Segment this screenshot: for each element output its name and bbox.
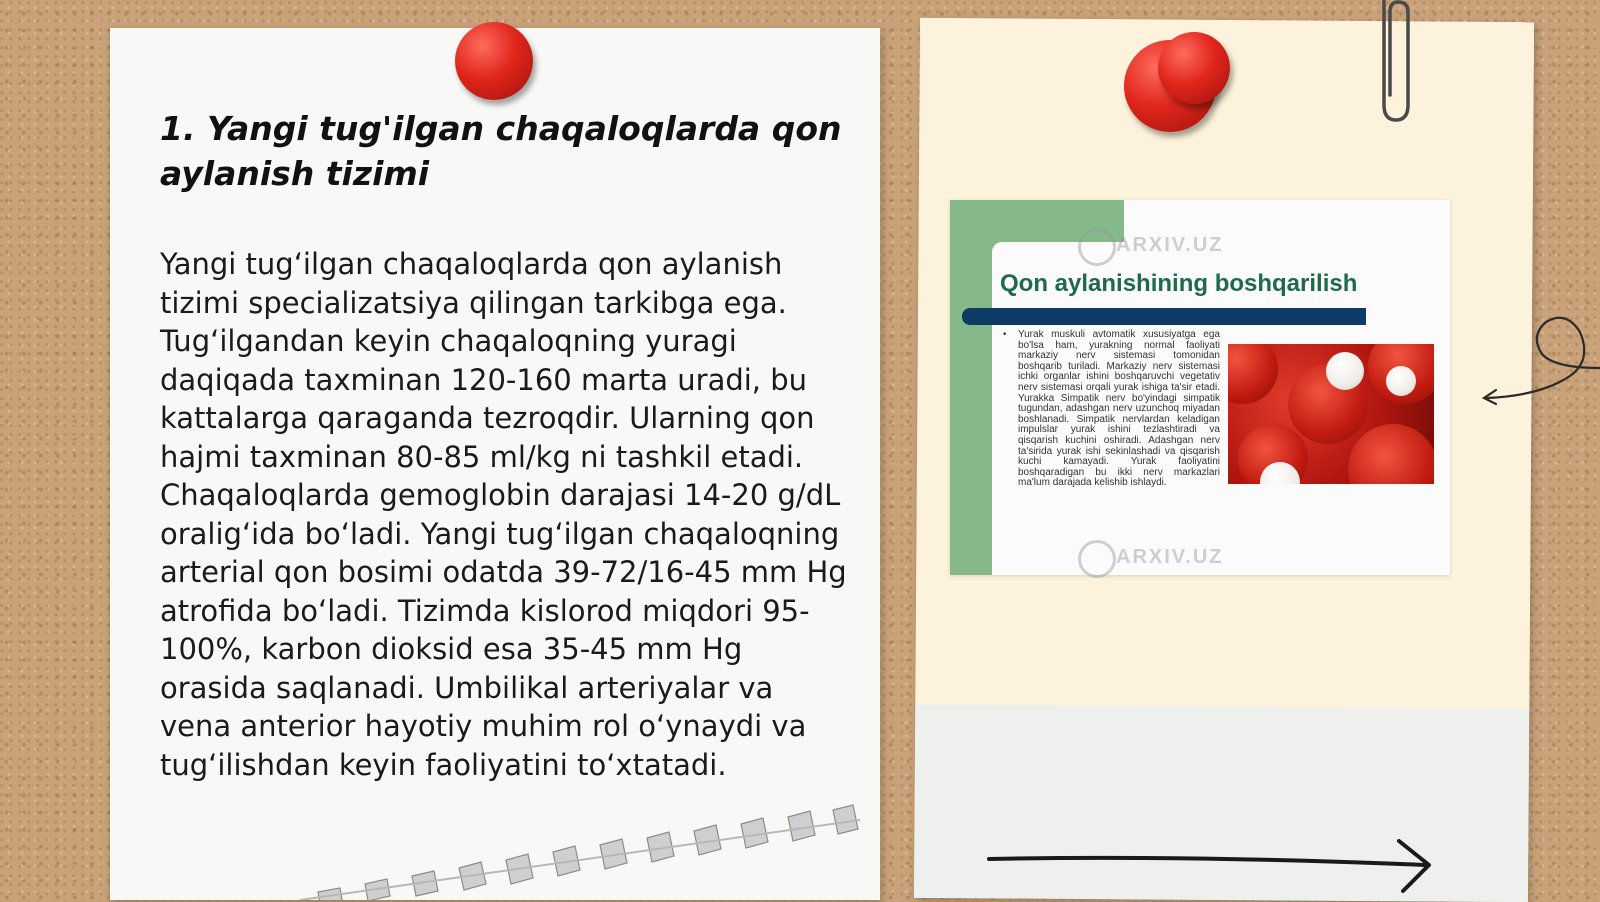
watermark-logo-icon <box>1078 540 1116 578</box>
note-paragraph: Yangi tug‘ilgan chaqaloqlarda qon aylanish tizimi specializatsiya qilingan tarkibga ega. Tug‘ilgandan keyin chaqaloqning yuragi daqiqada taxminan 120-160 marta uradi, bu kattalarga qaraganda tezroqdir. Ularning qon hajmi taxminan 80-85 ml/kg ni tashkil etadi. Chaqaloqlarda gemoglobin darajasi 14-20 g/dL oralig‘ida bo‘ladi. Yangi tug‘ilgan chaqaloqning arterial qon bosimi odatda 39-72/16-45 mm Hg atrofida bo‘ladi. Tizimda kislorod miqdori 95-100%, karbon dioksid esa 35-45 mm Hg orasida saqlanadi. Umbilikal arteriyalar va vena anterior hayotiy muhim rol o‘ynaydi va tug‘ilishdan keyin faoliyatini to‘xtatadi. <box>160 247 847 782</box>
slide-body-text: Yurak muskuli avtomatik xususiyatga ega bo'lsa ham, yurakning normal faoliyati markaziy nerv sistemasi tomonidan boshqarib turiladi. Markaziy nerv sistemasi ichki organlar ishini boshqaruvchi vegetativ nerv sistemasi orqali yurak ishiga ta'sir etadi. Yurakka Simpatik nerv bo'yindagi simpatik tugundan, adashgan nerv uzunchoq miyadan boshlanadi. Simpatik nervlardan keladigan impulslar yurak ishini tezlashtiradi va qisqarish kuchini oshiradi. Adashgan nerv ta'sirida yurak ishi sekinlashadi va qisqarish kuchi kamayadi. Yurak faoliyatini boshqaradigan bu ikki nerv markazlari ma'lum darajada kelishib ishlaydi. <box>1018 329 1220 489</box>
slide-bullet: • <box>1002 330 1008 340</box>
paperclip-icon <box>1370 0 1420 125</box>
note-heading: 1. Yangi tug'ilgan chaqaloqlarda qon aylanish tizimi <box>160 109 842 193</box>
loop-arrow-icon <box>1480 310 1600 410</box>
blood-cells-image <box>1228 344 1434 484</box>
slide-title: Qon aylanishining boshqarilish <box>1000 270 1358 297</box>
watermark-top: ARXIV.UZ <box>1116 234 1224 256</box>
embedded-slide <box>950 200 1450 575</box>
slide-title-underline <box>962 308 1366 325</box>
arrow-right-icon <box>985 835 1445 895</box>
push-pin-icon <box>1158 32 1230 104</box>
push-pin-icon <box>455 22 533 100</box>
watermark-bottom: ARXIV.UZ <box>1116 546 1224 568</box>
watermark-logo-icon <box>1078 228 1116 266</box>
